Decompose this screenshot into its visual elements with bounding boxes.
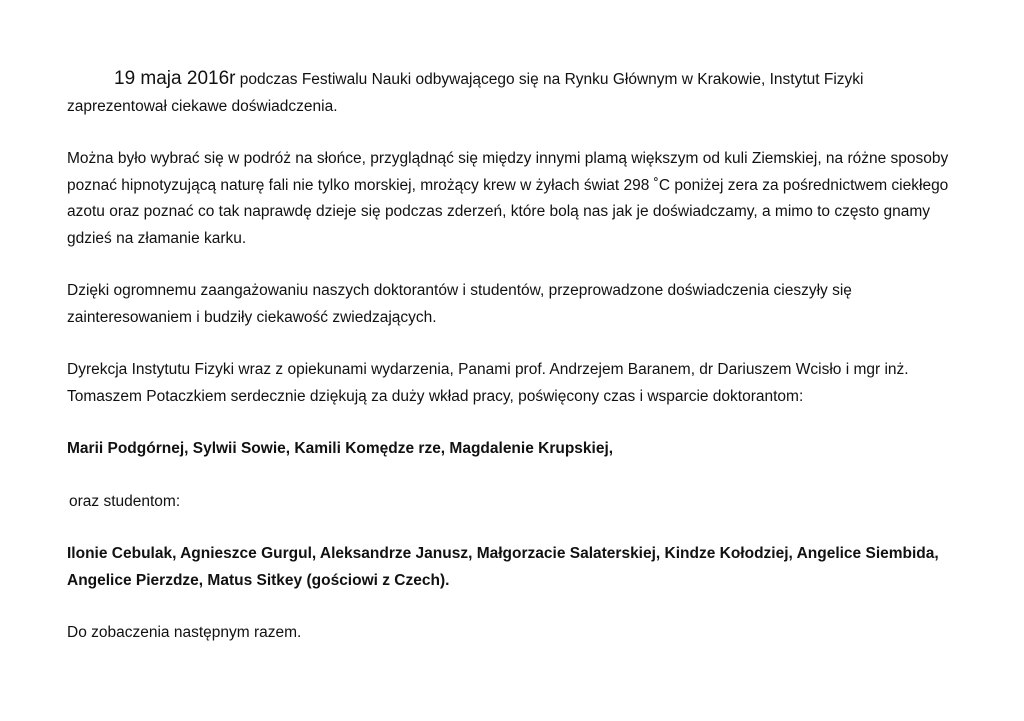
event-date: 19 maja 2016r <box>114 68 236 89</box>
students-list: Ilonie Cebulak, Agnieszce Gurgul, Aleksandrze Janusz, Małgorzacie Salaterskiej, Kindze Kołodziej, Angelice Siembida, Angelice Pierzdze, Matus Sitkey (gościowi z Czech). <box>67 545 939 589</box>
directorate-paragraph: Dyrekcja Instytutu Fizyki wraz z opiekunami wydarzenia, Panami prof. Andrzejem Baranem, dr Dariuszem Wcisło i mgr inż. Tomaszem Potaczkiem serdecznie dziękują za duży wkład pracy, poświęcony czas i wsparcie doktorantom: <box>67 361 909 405</box>
activities-paragraph: Można było wybrać się w podróż na słońce, przyglądnąć się między innymi plamą większym od kuli Ziemskiej, na różne sposoby poznać hipnotyzującą naturę fali nie tylko morskiej, mrożący krew w żyłach świat 298 ˚C poniżej zera za pośrednictwem ciekłego azotu oraz poznać co tak naprawdę dzieje się podczas zderzeń, które bolą nas jak je doświadczamy, a mimo to często gnamy gdzieś na złamanie karku. <box>67 150 949 247</box>
doctoral-students-list: Marii Podgórnej, Sylwii Sowie, Kamili Komędze rze, Magdalenie Krupskiej, <box>67 440 614 457</box>
closing-line: Do zobaczenia następnym razem. <box>67 624 302 641</box>
intro-paragraph <box>67 66 967 120</box>
thanks-participants-paragraph: Dzięki ogromnemu zaangażowaniu naszych doktorantów i studentów, przeprowadzone doświadczenia cieszyły się zainteresowaniem i budziły ciekawość zwiedzających. <box>67 282 852 326</box>
intro-text: podczas Festiwalu Nauki odbywającego się na Rynku Głównym w Krakowie, Instytut Fizyki zaprezentował ciekawe doświadczenia. <box>67 71 864 115</box>
document-page <box>67 66 967 647</box>
students-intro: oraz studentom: <box>69 492 181 510</box>
